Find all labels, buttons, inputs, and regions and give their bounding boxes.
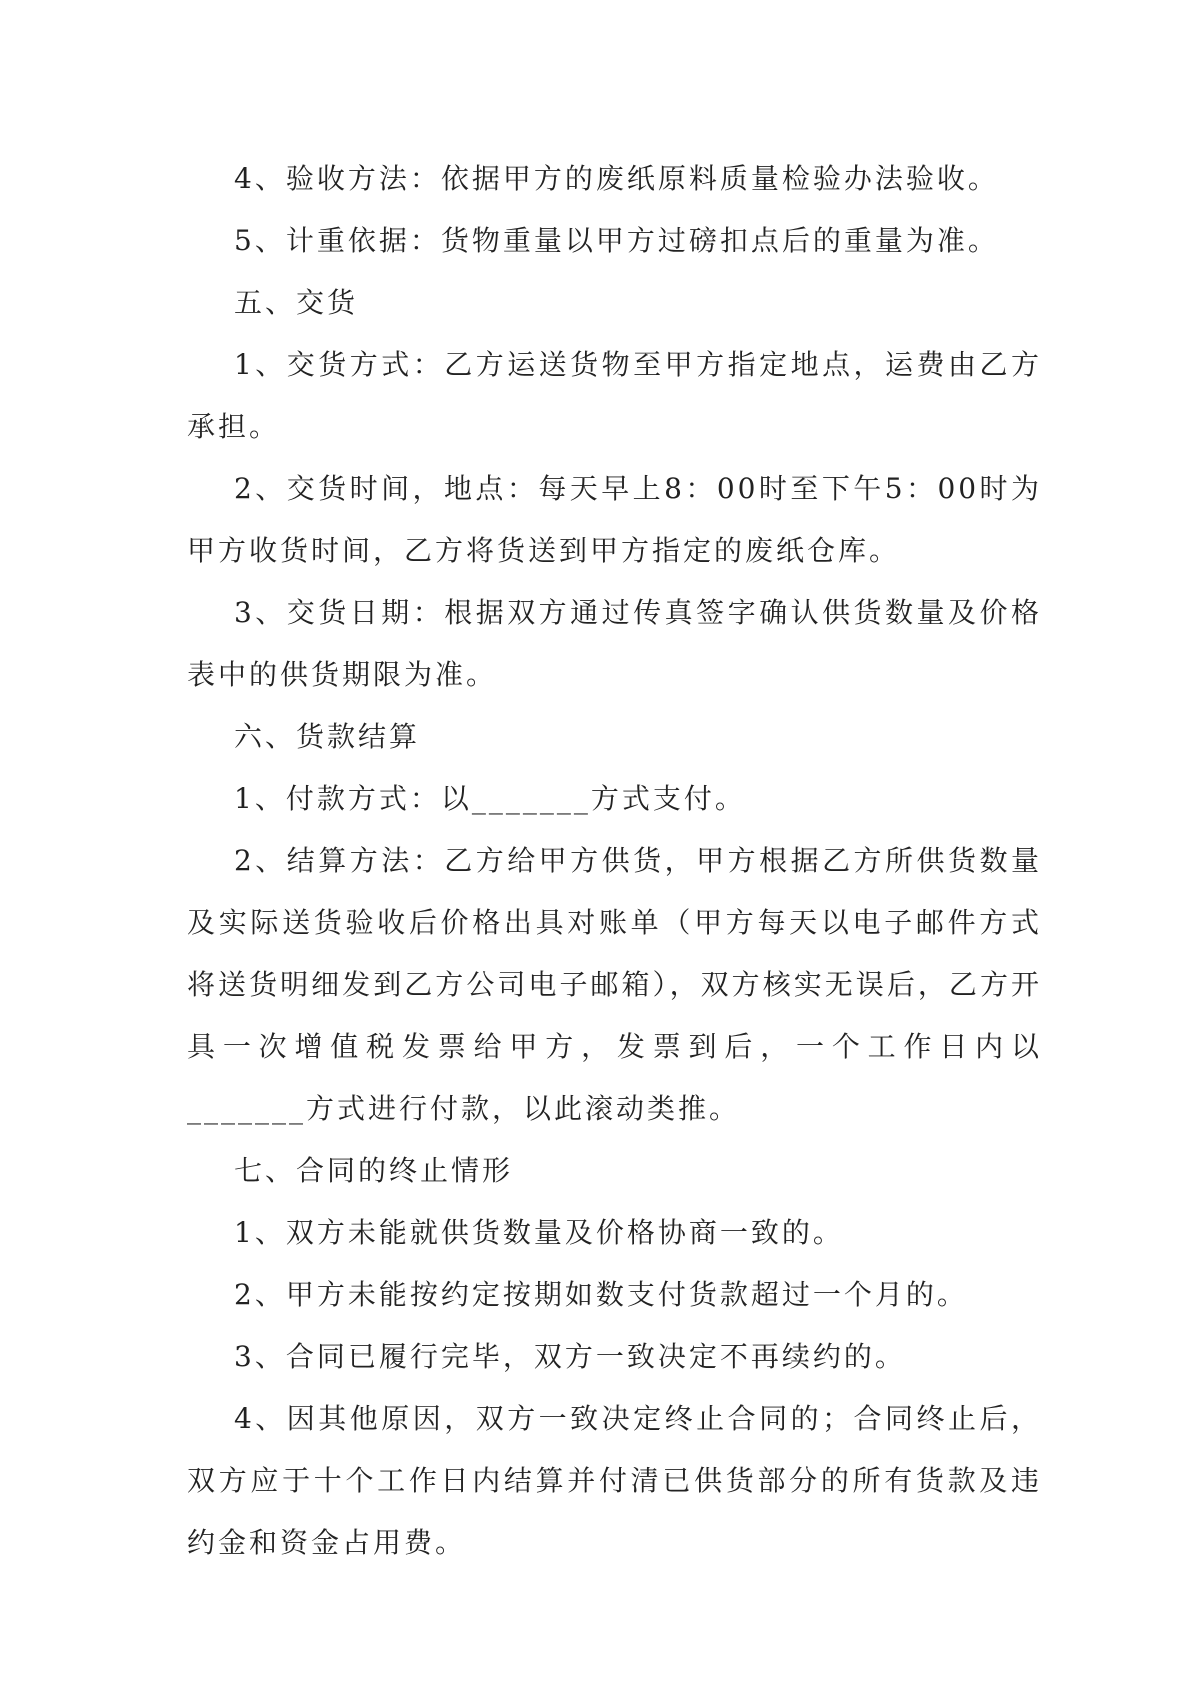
section-heading-delivery: 五、交货 (234, 286, 359, 319)
clause-termination-4: 4、因其他原因，双方一致决定终止合同的；合同终止后，双方应于十个工作日内结算并付清已供货部分的所有货款及违约金和资金占用费。 (187, 1402, 1042, 1559)
clause-4-acceptance-method: 4、验收方法：依据甲方的废纸原料质量检验办法验收。 (234, 162, 999, 195)
clause-settlement-method: 2、结算方法：乙方给甲方供货，甲方根据乙方所供货数量及实际送货验收后价格出具对账单（甲方每天以电子邮件方式将送货明细发到乙方公司电子邮箱），双方核实无误后，乙方开具一次增值税发票给甲方，发票到后，一个工作日内以_______方式进行付款，以此滚动类推。 (187, 844, 1042, 1125)
clause-5-weighing-basis: 5、计重依据：货物重量以甲方过磅扣点后的重量为准。 (234, 224, 999, 257)
clause-termination-2: 2、甲方未能按约定按期如数支付货款超过一个月的。 (234, 1278, 968, 1311)
clause-termination-3: 3、合同已履行完毕，双方一致决定不再续约的。 (234, 1340, 906, 1373)
section-heading-payment-settlement: 六、货款结算 (234, 720, 421, 753)
section-heading-termination: 七、合同的终止情形 (234, 1154, 514, 1187)
clause-payment-method: 1、付款方式：以_______方式支付。 (234, 782, 746, 815)
clause-delivery-date: 3、交货日期：根据双方通过传真签字确认供货数量及价格表中的供货期限为准。 (187, 596, 1042, 691)
clause-delivery-method: 1、交货方式：乙方运送货物至甲方指定地点，运费由乙方承担。 (187, 348, 1042, 443)
document-body (187, 148, 1042, 1574)
clause-delivery-time-place: 2、交货时间，地点：每天早上8：00时至下午5：00时为甲方收货时间，乙方将货送到甲方指定的废纸仓库。 (187, 472, 1042, 567)
clause-termination-1: 1、双方未能就供货数量及价格协商一致的。 (234, 1216, 844, 1249)
